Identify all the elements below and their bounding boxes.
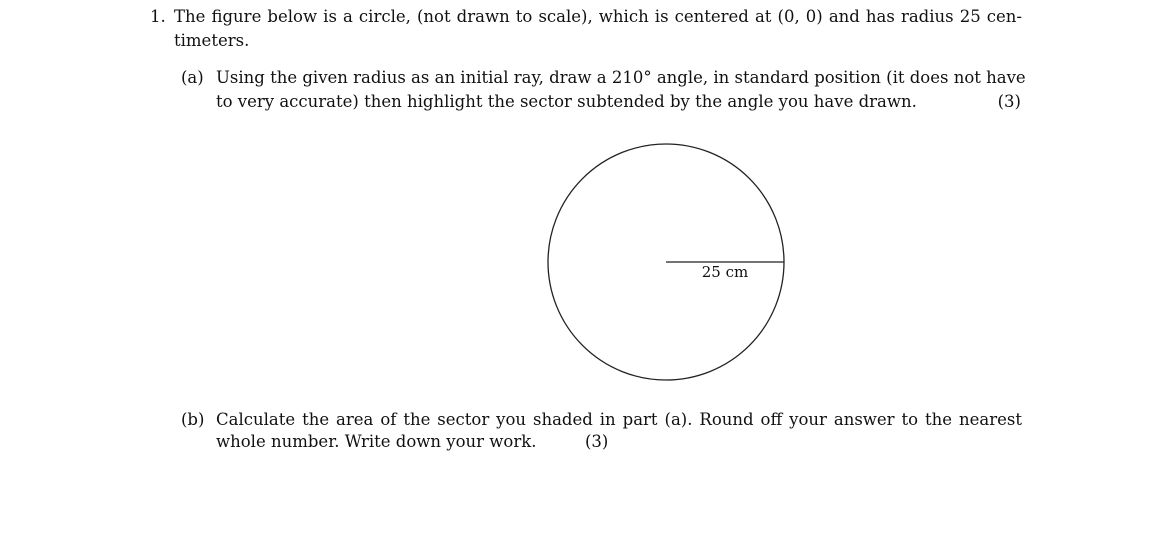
part-a-marks: (3) bbox=[997, 92, 1021, 111]
part-b-line-1: Calculate the area of the sector you shaded in part (a). Round off your answer to the nearest bbox=[216, 410, 1022, 429]
question-number: 1. bbox=[150, 7, 166, 26]
part-a-line-1: Using the given radius as an initial ray, draw a 210° angle, in standard position (it does not have bbox=[216, 68, 1026, 87]
question-intro-line-1: The figure below is a circle, (not drawn to scale), which is centered at (0, 0) and has radius 25 cen- bbox=[174, 7, 1022, 26]
part-b-marks: (3) bbox=[585, 432, 609, 451]
circle-figure bbox=[540, 136, 790, 386]
part-a-line-2: to very accurate) then highlight the sector subtended by the angle you have drawn. bbox=[216, 92, 917, 111]
radius-label: 25 cm bbox=[701, 263, 749, 281]
part-b-line-2: whole number. Write down your work. bbox=[216, 432, 537, 451]
question-intro-line-2: timeters. bbox=[174, 31, 250, 50]
part-a-label: (a) bbox=[181, 68, 204, 87]
part-b-label: (b) bbox=[181, 410, 205, 429]
